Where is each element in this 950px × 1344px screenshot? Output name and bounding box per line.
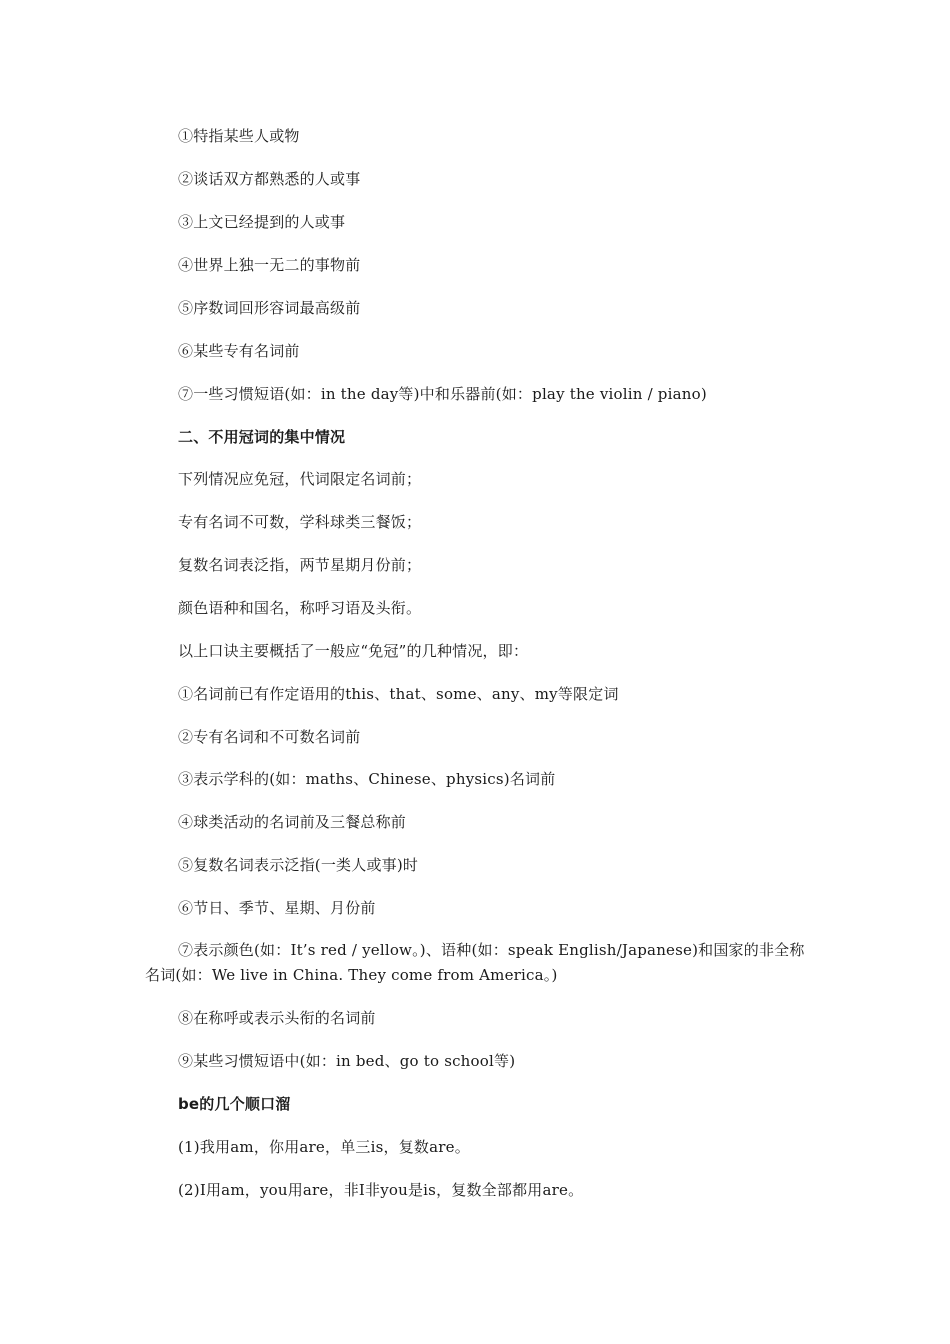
text-line: ②谈话双方都熟悉的人或事 [178, 170, 361, 188]
text-line: 颜色语种和国名，称呼习语及头衔。 [178, 599, 422, 617]
text-paragraph: ⑦表示颜色(如：It’s red / yellow。)、语种(如：speak English/Japanese)和国家的非全称名词(如：We live in China. They come from America。) [145, 941, 805, 984]
text-line: ⑧在称呼或表示头衔的名词前 [178, 1009, 376, 1027]
text-line: ⑥节日、季节、星期、月份前 [178, 899, 376, 917]
section-heading: be的几个顺口溜 [178, 1095, 291, 1113]
text-line: ⑥某些专有名词前 [178, 342, 300, 360]
text-line: ③上文已经提到的人或事 [178, 213, 346, 231]
text-line: 下列情况应免冠，代词限定名词前； [178, 470, 422, 488]
section-heading: 二、不用冠词的集中情况 [178, 428, 346, 446]
text-line: (2)I用am，you用are，非I非you是is，复数全部都用are。 [178, 1181, 584, 1199]
text-line: ④世界上独一无二的事物前 [178, 256, 361, 274]
text-line: 以上口诀主要概括了一般应“免冠”的几种情况，即： [178, 642, 529, 660]
text-line: 复数名词表泛指，两节星期月份前； [178, 556, 422, 574]
text-line: ⑤复数名词表示泛指(一类人或事)时 [178, 856, 419, 874]
text-line: ④球类活动的名词前及三餐总称前 [178, 813, 407, 831]
text-line: ①特指某些人或物 [178, 127, 300, 145]
text-line: ③表示学科的(如：maths、Chinese、physics)名词前 [178, 770, 556, 788]
text-line: ⑨某些习惯短语中(如：in bed、go to school等) [178, 1052, 516, 1070]
text-line: 专有名词不可数，学科球类三餐饭； [178, 513, 422, 531]
text-line: ⑦一些习惯短语(如：in the day等)中和乐器前(如：play the violin / piano) [178, 385, 707, 403]
text-line: ①名词前已有作定语用的this、that、some、any、my等限定词 [178, 685, 619, 703]
text-line: ⑤序数词回形容词最高级前 [178, 299, 361, 317]
text-line: (1)我用am，你用are，单三is，复数are。 [178, 1138, 470, 1156]
text-line: ②专有名词和不可数名词前 [178, 728, 361, 746]
